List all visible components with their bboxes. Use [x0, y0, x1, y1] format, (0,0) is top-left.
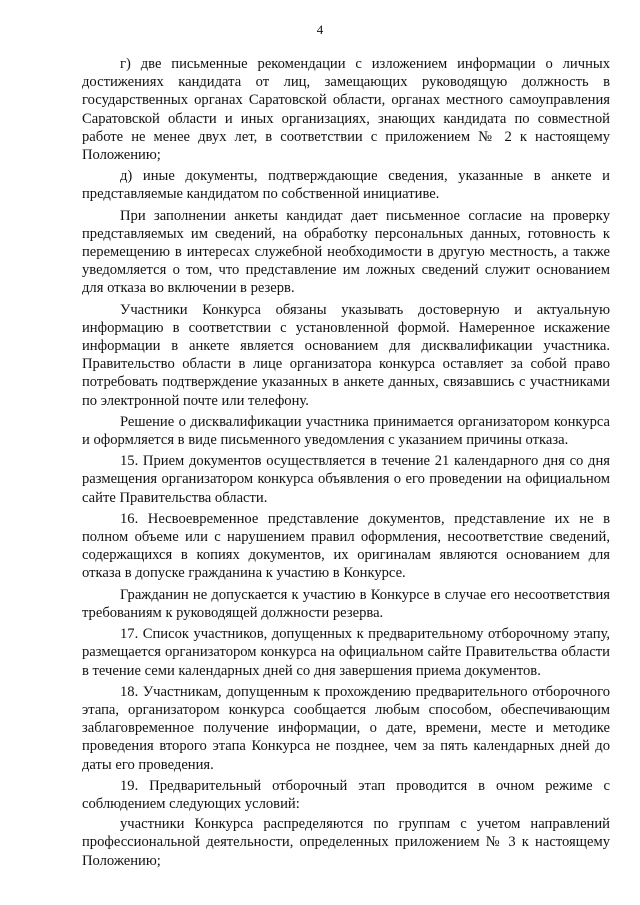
- paragraph-item-16: 16. Несвоевременное представление документов, представление их не в полном объеме или с нарушением правил оформления, несоответствие сведений, содержащихся в копиях документов, их оригиналам являются основанием для отказа в допуске гражданина к участию в Конкурсе.: [82, 510, 610, 582]
- paragraph-disqualification: Решение о дисквалификации участника принимается организатором конкурса и оформляется в виде письменного уведомления с указанием причины отказа.: [82, 413, 610, 449]
- paragraph-participant-obligations: Участники Конкурса обязаны указывать достоверную и актуальную информацию в соответствии с установленной формой. Намеренное искажение информации в анкете является основанием для дисквалификации участника. Правительство области в лице организатора конкурса оставляет за собой право потребовать подтверждение указанных в анкете данных, связавшись с участниками по электронной почте или телефону.: [82, 301, 610, 409]
- paragraph-item-15: 15. Прием документов осуществляется в течение 21 календарного дня со дня размещения организатором конкурса объявления о его проведении на официальном сайте Правительства области.: [82, 453, 610, 506]
- page-number: 4: [316, 22, 324, 37]
- paragraph-item-18: 18. Участникам, допущенным к прохождению предварительного отборочного этапа, организатором конкурса сообщается любым способом, обеспечивающим заблаговременное получение информации, о дате, времени, месте и методике проведения второго этапа Конкурса не позднее, чем за пять календарных дней до даты его проведения.: [82, 683, 610, 773]
- paragraph-other-documents: д) иные документы, подтверждающие сведения, указанные в анкете и представляемые кандидатом по собственной инициативе.: [82, 168, 610, 203]
- paragraph-item-19: 19. Предварительный отборочный этап проводится в очном режиме с соблюдением следующих условий:: [82, 777, 610, 812]
- paragraph-item-17: 17. Список участников, допущенных к предварительному отборочному этапу, размещается организатором конкурса на официальном сайте Правительства области в течение семи календарных дней со дня завершения приема документов.: [82, 626, 610, 679]
- paragraph-non-admission: Гражданин не допускается к участию в Конкурсе в случае его несоответствия требованиям к руководящей должности резерва.: [82, 586, 610, 621]
- document-body: [82, 55, 610, 873]
- paragraph-recommendations: г) две письменные рекомендации с изложением информации о личных достижениях кандидата от лиц, замещающих руководящую должность в государственных органах Саратовской области, органах местного самоуправления Саратовской области и иных организациях, знающих кандидата по совместной работе не менее двух лет, в соответствии с приложением № 2 к настоящему Положению;: [82, 56, 610, 164]
- paragraph-consent: При заполнении анкеты кандидат дает письменное согласие на проверку представляемых им сведений, на обработку персональных данных, готовность к перемещению в интересах служебной необходимости в другую местность, а также уведомляется о том, что представление им ложных сведений служит основанием для отказа во включении в резерв.: [82, 207, 610, 297]
- paragraph-groups: участники Конкурса распределяются по группам с учетом направлений профессиональной деятельности, определенных приложением № 3 к настоящему Положению;: [82, 816, 610, 869]
